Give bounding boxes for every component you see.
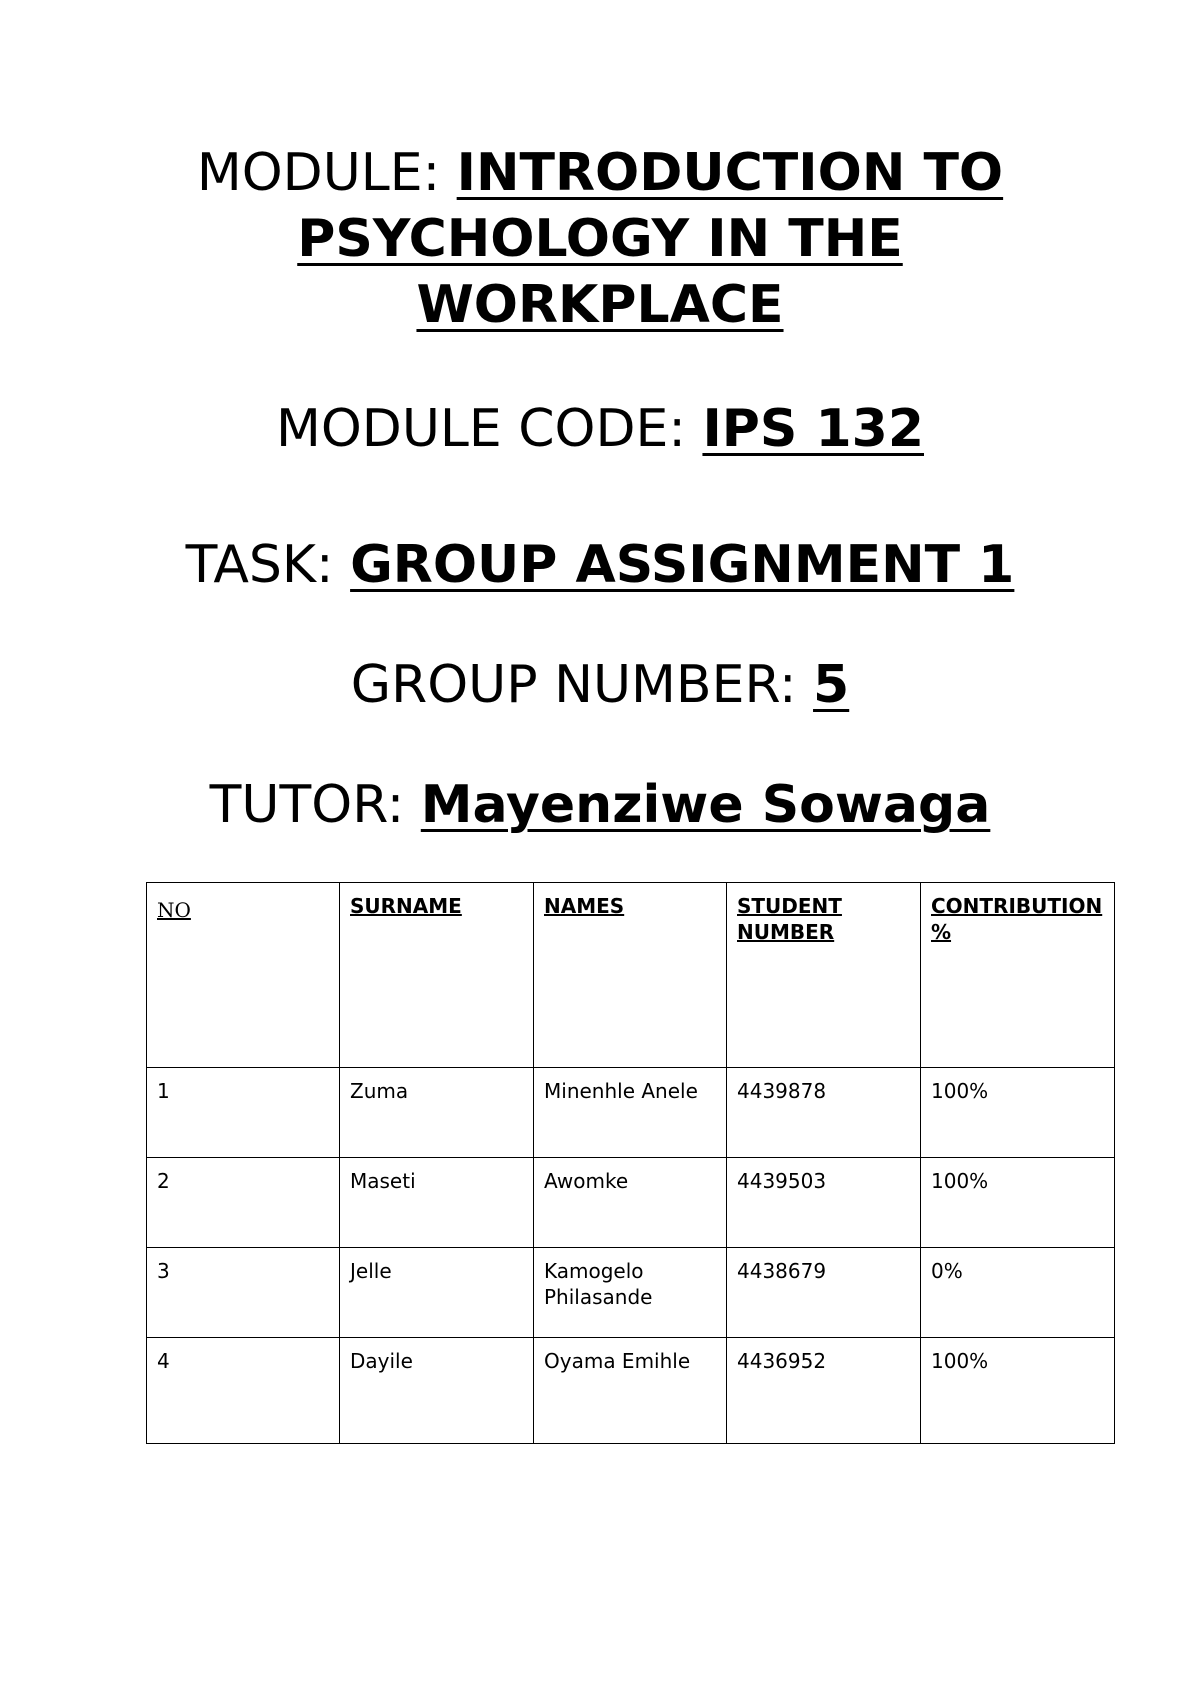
cover-details bbox=[120, 140, 1080, 838]
cell-no: 2 bbox=[147, 1158, 340, 1248]
cell-no: 4 bbox=[147, 1338, 340, 1444]
module-label: MODULE: bbox=[196, 143, 457, 203]
table-row bbox=[147, 1338, 1115, 1444]
module-code-value: IPS 132 bbox=[702, 399, 924, 459]
task-line bbox=[120, 532, 1080, 598]
table-row bbox=[147, 1068, 1115, 1158]
task-value: GROUP ASSIGNMENT 1 bbox=[350, 535, 1015, 595]
cell-names: Awomke bbox=[534, 1158, 727, 1248]
cell-student-number: 4439878 bbox=[727, 1068, 921, 1158]
cell-names: Kamogelo Philasande bbox=[534, 1248, 727, 1338]
header-student-number: STUDENT NUMBER bbox=[727, 883, 921, 1068]
table-row bbox=[147, 1248, 1115, 1338]
cell-student-number: 4436952 bbox=[727, 1338, 921, 1444]
tutor-label: TUTOR: bbox=[209, 775, 421, 835]
table-row bbox=[147, 1158, 1115, 1248]
module-code-label: MODULE CODE: bbox=[276, 399, 703, 459]
header-names: NAMES bbox=[534, 883, 727, 1068]
cell-contribution: 100% bbox=[921, 1338, 1115, 1444]
cell-surname: Jelle bbox=[340, 1248, 534, 1338]
cell-contribution: 100% bbox=[921, 1158, 1115, 1248]
task-label: TASK: bbox=[185, 535, 351, 595]
group-number-value: 5 bbox=[813, 655, 850, 715]
cell-names: Oyama Emihle bbox=[534, 1338, 727, 1444]
cell-contribution: 100% bbox=[921, 1068, 1115, 1158]
header-surname: SURNAME bbox=[340, 883, 534, 1068]
module-title: INTRODUCTION TO PSYCHOLOGY IN THE WORKPLACE bbox=[297, 143, 1004, 335]
cell-no: 3 bbox=[147, 1248, 340, 1338]
header-no: NO bbox=[147, 883, 340, 1068]
cell-surname: Maseti bbox=[340, 1158, 534, 1248]
module-code-line bbox=[120, 396, 1080, 462]
tutor-line bbox=[120, 772, 1080, 838]
group-number-line bbox=[120, 652, 1080, 718]
group-members-table bbox=[146, 882, 1115, 1444]
cell-contribution: 0% bbox=[921, 1248, 1115, 1338]
tutor-name: Mayenziwe Sowaga bbox=[420, 775, 991, 835]
module-line bbox=[120, 140, 1080, 338]
cell-names: Minenhle Anele bbox=[534, 1068, 727, 1158]
header-contribution: CONTRIBUTION % bbox=[921, 883, 1115, 1068]
cell-surname: Zuma bbox=[340, 1068, 534, 1158]
cell-no: 1 bbox=[147, 1068, 340, 1158]
table-header-row bbox=[147, 883, 1115, 1068]
group-number-label: GROUP NUMBER: bbox=[350, 655, 814, 715]
cell-student-number: 4438679 bbox=[727, 1248, 921, 1338]
cell-student-number: 4439503 bbox=[727, 1158, 921, 1248]
cell-surname: Dayile bbox=[340, 1338, 534, 1444]
